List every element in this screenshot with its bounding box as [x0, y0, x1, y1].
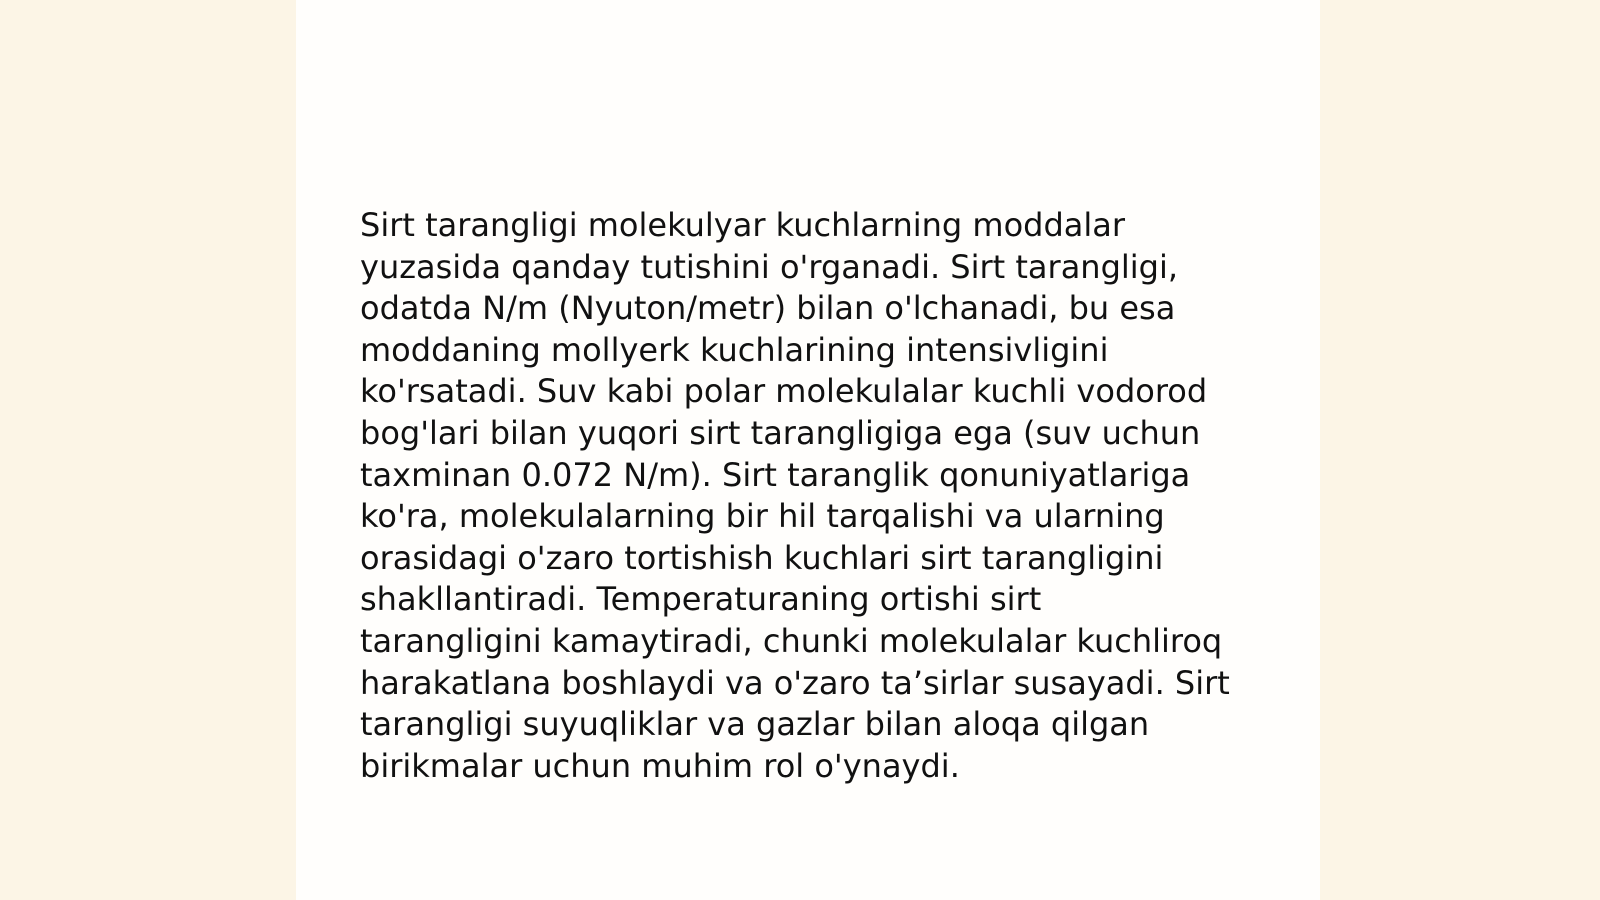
paragraph-line: ko'ra, molekulalarning bir hil tarqalishi va ularning — [360, 497, 1165, 536]
paragraph-line: bog'lari bilan yuqori sirt tarangligiga ega (suv uchun — [360, 413, 1201, 452]
paragraph-line: tarangligini kamaytiradi, chunki molekulalar kuchliroq — [360, 621, 1223, 660]
paragraph-line: moddaning mollyerk kuchlarining intensivligini — [360, 330, 1109, 369]
paragraph-line: Sirt tarangligi molekulyar kuchlarning moddalar — [360, 206, 1126, 244]
paragraph-line: yuzasida qanday tutishini o'rganadi. Sirt tarangligi, — [360, 247, 1179, 286]
paragraph-line: odatda N/m (Nyuton/metr) bilan o'lchanadi, bu esa — [360, 289, 1176, 328]
paragraph-line: tarangligi suyuqliklar va gazlar bilan aloqa qilgan — [360, 705, 1150, 744]
paragraph-line: taxminan 0.072 N/m). Sirt taranglik qonuniyatlariga — [360, 455, 1191, 494]
document-page — [296, 0, 1320, 900]
paragraph-line: harakatlana boshlaydi va o'zaro ta’sirlar susayadi. Sirt — [360, 663, 1230, 702]
paragraph-line: ko'rsatadi. Suv kabi polar molekulalar kuchli vodorod — [360, 372, 1208, 411]
paragraph-line: shakllantiradi. Temperaturaning ortishi sirt — [360, 580, 1042, 619]
body-paragraph — [360, 205, 1260, 787]
paragraph-line: birikmalar uchun muhim rol o'ynaydi. — [360, 746, 960, 785]
paragraph-line: orasidagi o'zaro tortishish kuchlari sirt tarangligini — [360, 538, 1164, 577]
